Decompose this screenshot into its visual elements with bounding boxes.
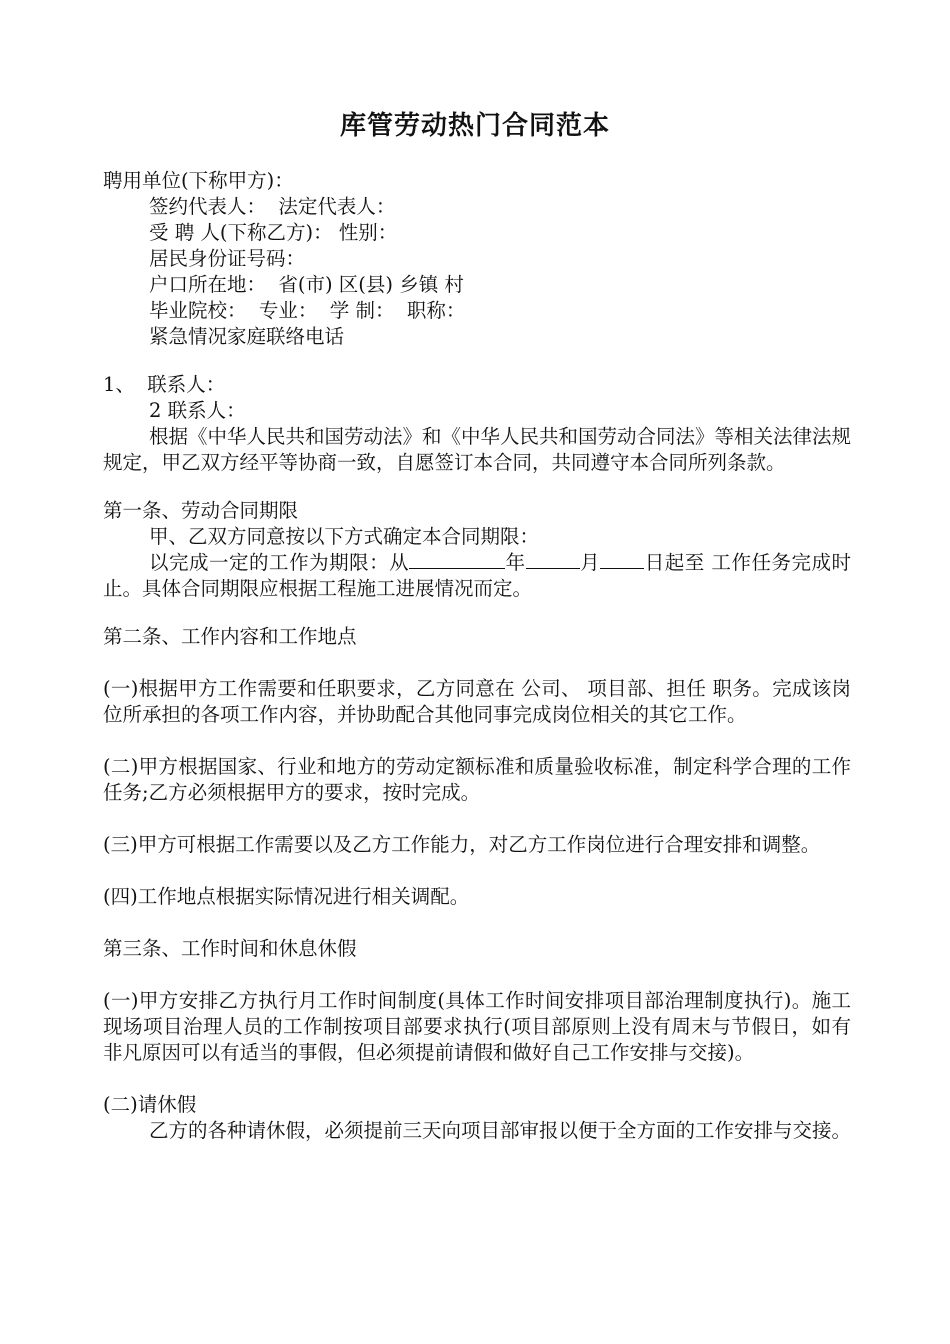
article-3-item-2-text: 乙方的各种请休假，必须提前三天向项目部审报以便于全方面的工作安排与交接。	[149, 1119, 852, 1142]
article-2-heading: 第二条、工作内容和工作地点	[103, 625, 357, 648]
article-2-item-1: (一)根据甲方工作需要和任职要求，乙方同意在 公司、 项目部、担任 职务。完成该岗位所承担的各项工作内容，并协助配合其他同事完成岗位相关的其它工作。	[103, 677, 851, 726]
article-2-item-4: (四)工作地点根据实际情况进行相关调配。	[103, 885, 470, 908]
term-text-month: 月	[579, 551, 601, 574]
day-blank	[600, 550, 644, 569]
id-number-field: 居民身份证号码：	[149, 247, 306, 270]
month-blank	[526, 550, 580, 569]
article-3-item-1: (一)甲方安排乙方执行月工作时间制度(具体工作时间安排项目部治理制度执行)。施工现场项目治理人员的工作制按项目部要求执行(项目部原则上没有周末与节假日，如有非凡原因可以有适当的事假，但必须提前请假和做好自己工作安排与交接)。	[103, 989, 851, 1064]
document-title: 库管劳动热门合同范本	[339, 111, 610, 141]
contact-2: 2 联系人：	[149, 399, 246, 422]
education-field: 毕业院校： 专业： 学 制： 职称：	[149, 299, 466, 322]
emergency-phone-field: 紧急情况家庭联络电话	[149, 325, 345, 348]
signatory-field: 签约代表人： 法定代表人：	[149, 195, 396, 218]
term-text-a: 以完成一定的工作为期限：从	[149, 551, 410, 574]
household-field: 户口所在地： 省(市) 区(县) 乡镇 村	[149, 273, 464, 296]
article-1-line-1: 甲、乙双方同意按以下方式确定本合同期限：	[149, 525, 540, 548]
term-text-rest: 日起至 工作任务完成时止。具体合同期限应根据工程施工进展情况而定。	[103, 551, 851, 600]
employer-field: 聘用单位(下称甲方)：	[103, 169, 294, 192]
document-body	[103, 168, 851, 1144]
article-2-item-3: (三)甲方可根据工作需要以及乙方工作能力，对乙方工作岗位进行合理安排和调整。	[103, 833, 821, 856]
employee-field: 受 聘 人(下称乙方)： 性别：	[149, 221, 398, 244]
article-1-term-paragraph	[103, 550, 851, 602]
article-1-heading: 第一条、劳动合同期限	[103, 499, 299, 522]
article-3-item-2-heading: (二)请休假	[103, 1093, 197, 1116]
article-2-item-2: (二)甲方根据国家、行业和地方的劳动定额标准和质量验收标准，制定科学合理的工作任务;乙方必须根据甲方的要求，按时完成。	[103, 755, 851, 804]
contact-1: 1、 联系人：	[103, 373, 226, 396]
preamble-paragraph: 根据《中华人民共和国劳动法》和《中华人民共和国劳动合同法》等相关法律法规规定，甲乙双方经平等协商一致，自愿签订本合同，共同遵守本合同所列条款。	[103, 425, 852, 474]
year-blank	[409, 550, 505, 569]
article-3-heading: 第三条、工作时间和休息休假	[103, 937, 357, 960]
term-text-year: 年	[505, 551, 526, 574]
